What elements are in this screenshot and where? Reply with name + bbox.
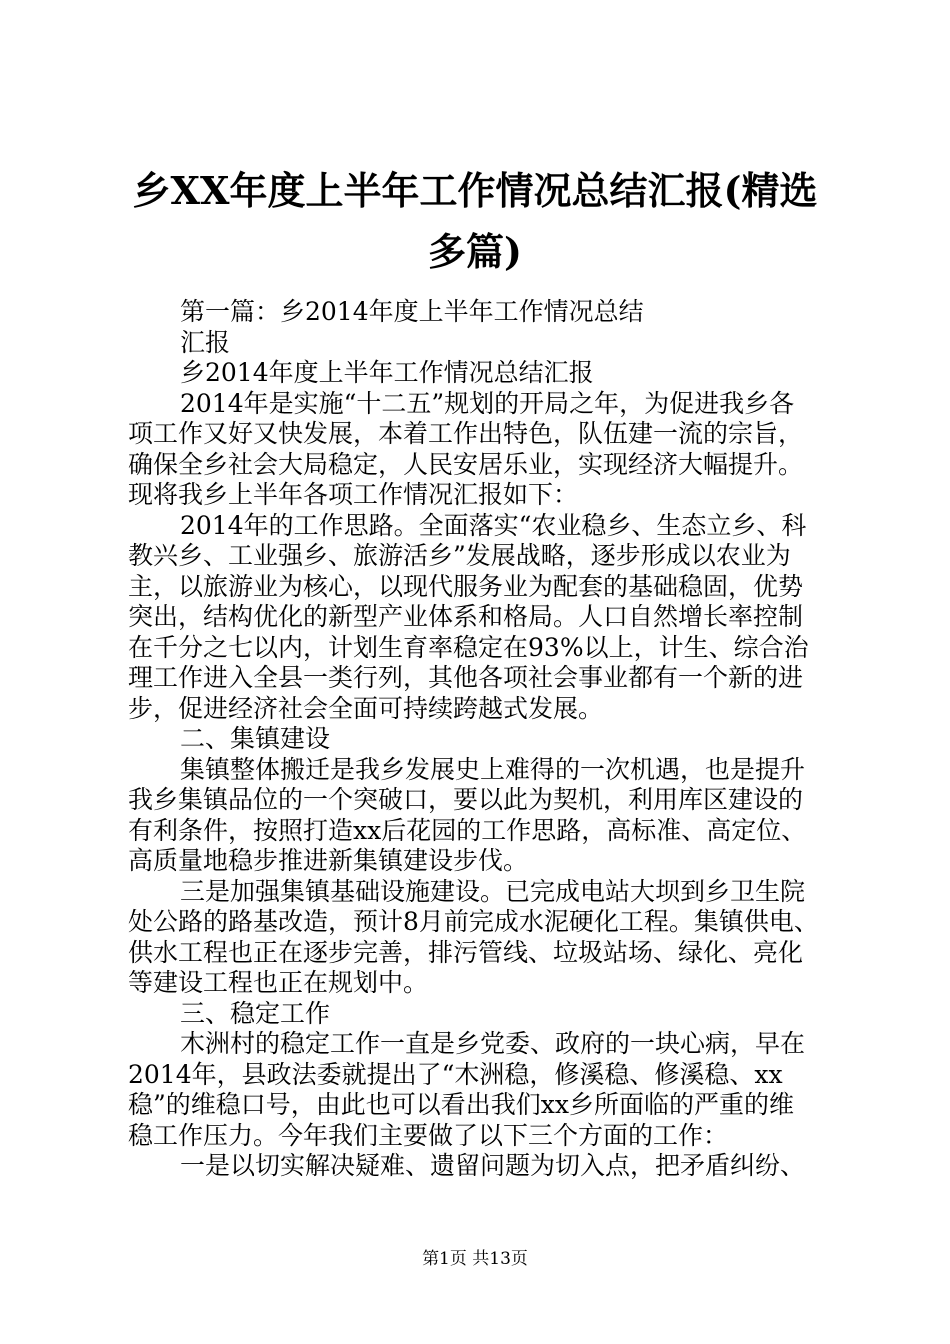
text-line: 木洲村的稳定工作一直是乡党委、政府的一块心病，早在	[180, 1029, 806, 1058]
text-line: 突出，结构优化的新型产业体系和格局。人口自然增长率控制	[128, 602, 804, 631]
text-line: 现将我乡上半年各项工作情况汇报如下：	[128, 480, 579, 509]
text-line: 乡2014年度上半年工作情况总结汇报	[180, 358, 594, 387]
text-line: 二、集镇建设	[180, 724, 331, 753]
text-line: 确保全乡社会大局稳定，人民安居乐业，实现经济大幅提升。	[128, 449, 804, 479]
text-line: 一是以切实解决疑难、遗留问题为切入点，把矛盾纠纷、	[180, 1151, 806, 1180]
text-line: 第一篇：乡2014年度上半年工作情况总结	[180, 297, 644, 326]
text-line: 项工作又好又快发展，本着工作出特色，队伍建一流的宗旨，	[128, 419, 804, 448]
text-line: 有利条件，按照打造xx后花园的工作思路，高标准、高定位、	[128, 815, 807, 845]
text-line: 2014年，县政法委就提出了“木洲稳，修溪稳、修溪稳、xx	[128, 1059, 783, 1089]
text-line: 主，以旅游业为核心，以现代服务业为配套的基础稳固，优势	[128, 571, 804, 601]
document-title: 乡XX年度上半年工作情况总结汇报(精选多篇)	[132, 168, 818, 274]
text-line: 三、稳定工作	[180, 998, 331, 1028]
text-line: 步，促进经济社会全面可持续跨越式发展。	[128, 693, 604, 723]
text-line: 等建设工程也正在规划中。	[128, 968, 429, 997]
text-line: 2014年的工作思路。全面落实“农业稳乡、生态立乡、科	[180, 510, 807, 540]
text-line: 稳工作压力。今年我们主要做了以下三个方面的工作：	[128, 1120, 729, 1150]
text-line: 在千分之七以内，计划生育率稳定在93%以上，计生、综合治	[128, 632, 809, 662]
text-line: 集镇整体搬迁是我乡发展史上难得的一次机遇，也是提升	[180, 754, 806, 784]
text-line: 理工作进入全县一类行列，其他各项社会事业都有一个新的进	[128, 663, 804, 692]
text-line: 我乡集镇品位的一个突破口，要以此为契机，利用库区建设的	[128, 785, 804, 814]
text-line: 处公路的路基改造，预计8月前完成水泥硬化工程。集镇供电、	[128, 907, 819, 936]
text-line: 三是加强集镇基础设施建设。已完成电站大坝到乡卫生院	[180, 876, 806, 906]
document-body	[128, 297, 832, 1182]
page-footer: 第1页 共13页	[422, 1249, 528, 1269]
text-line: 高质量地稳步推进新集镇建设步伐。	[128, 846, 529, 875]
text-line: 2014年是实施“十二五”规划的开局之年，为促进我乡各	[180, 388, 795, 418]
text-line: 汇报	[180, 327, 231, 357]
text-line: 教兴乡、工业强乡、旅游活乡”发展战略，逐步形成以农业为	[128, 541, 791, 570]
text-line: 供水工程也正在逐步完善，排污管线、垃圾站场、绿化、亮化	[128, 937, 804, 967]
text-line: 稳”的维稳口号，由此也可以看出我们xx乡所面临的严重的维	[128, 1090, 794, 1119]
